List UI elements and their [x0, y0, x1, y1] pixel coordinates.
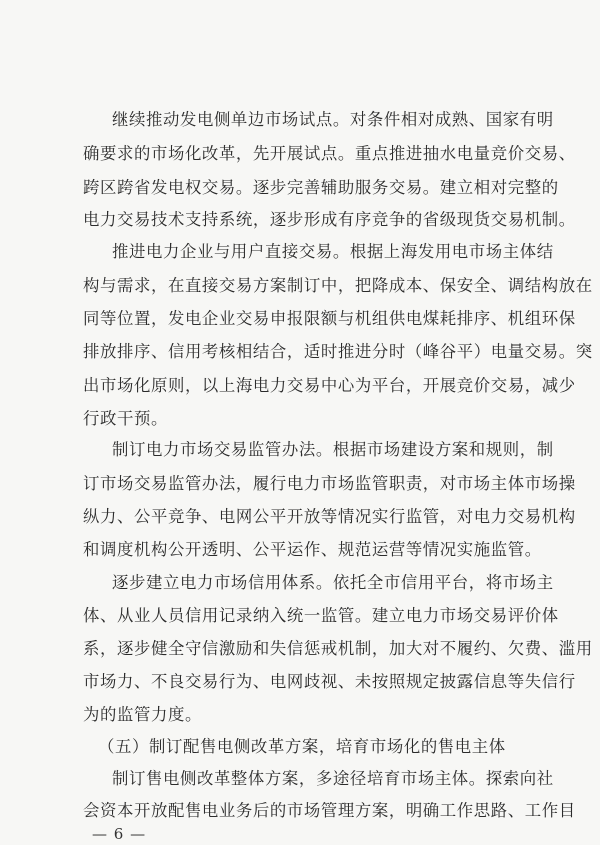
paragraph-line: 出市场化原则，以上海电力交易中心为平台，开展竞价交易，减少	[83, 376, 576, 395]
paragraph-line: 制订电力市场交易监管办法。根据市场建设方案和规则，制	[112, 440, 554, 459]
paragraph-line: 体、从业人员信用记录纳入统一监管。建立电力市场交易评价体	[83, 606, 559, 625]
paragraph-line: 电力交易技术支持系统，逐步形成有序竞争的省级现货交易机制。	[83, 210, 576, 229]
paragraph-line: 推进电力企业与用户直接交易。根据上海发用电市场主体结	[112, 242, 554, 261]
paragraph-line: 继续推动发电侧单边市场试点。对条件相对成熟、国家有明	[112, 110, 554, 129]
paragraph-line: 纵力、公平竞争、电网公平开放等情况实行监管，对电力交易机构	[83, 507, 576, 526]
paragraph-line: 确要求的市场化改革，先开展试点。重点推进抽水电量竞价交易、	[83, 144, 576, 163]
paragraph-line: 排放排序、信用考核相结合，适时推进分时（峰谷平）电量交易。突	[83, 342, 593, 361]
section-heading: （五）制订配售电侧改革方案，培育市场化的售电主体	[98, 737, 506, 756]
paragraph-line: 行政干预。	[83, 409, 168, 428]
paragraph-line: 会资本开放配售电业务后的市场管理方案，明确工作思路、工作目	[83, 801, 576, 820]
paragraph-line: 跨区跨省发电权交易。逐步完善辅助服务交易。建立相对完整的	[83, 178, 559, 197]
page-number: — 6 —	[92, 825, 147, 843]
paragraph-line: 为的监管力度。	[83, 705, 202, 724]
paragraph-line: 构与需求，在直接交易方案制订中，把降成本、保安全、调结构放在	[83, 276, 593, 295]
paragraph-line: 订市场交易监管办法，履行电力市场监管职责，对市场主体市场操	[83, 474, 576, 493]
paragraph-line: 和调度机构公开透明、公平运作、规范运营等情况实施监管。	[83, 540, 542, 559]
paragraph-line: 系，逐步健全守信激励和失信惩戒机制，加大对不履约、欠费、滥用	[83, 639, 593, 658]
paragraph-line: 同等位置，发电企业交易申报限额与机组供电煤耗排序、机组环保	[83, 309, 576, 328]
paragraph-line: 逐步建立电力市场信用体系。依托全市信用平台，将市场主	[112, 573, 554, 592]
paragraph-line: 制订售电侧改革整体方案，多途径培育市场主体。探索向社	[112, 769, 554, 788]
paragraph-line: 市场力、不良交易行为、电网歧视、未按照规定披露信息等失信行	[83, 672, 576, 691]
